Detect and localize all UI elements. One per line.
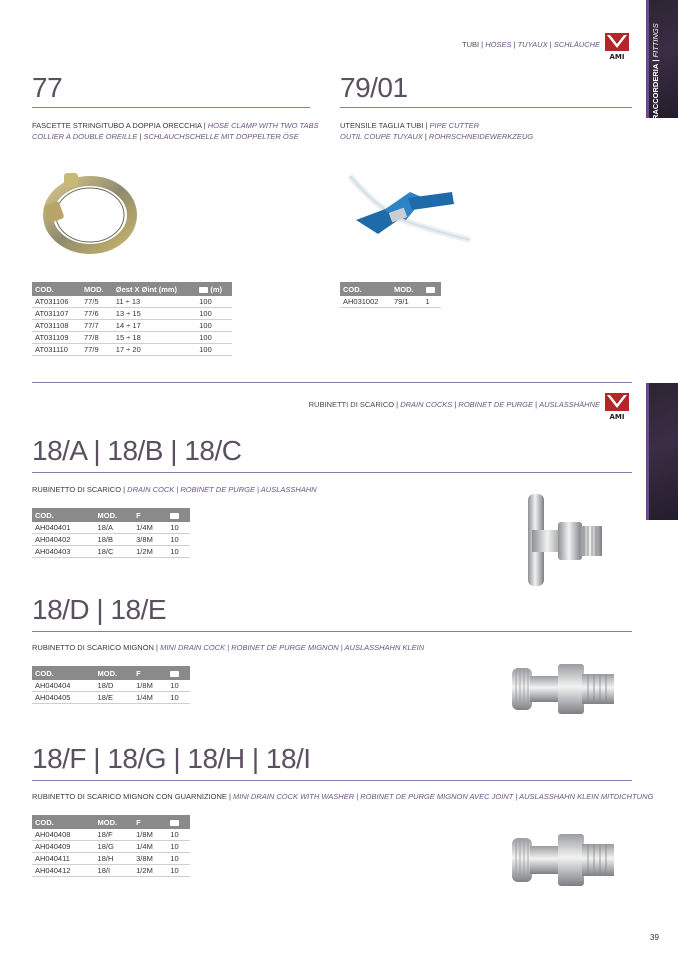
table-row: AH040401 18/A 1/4M 10 xyxy=(32,522,190,534)
product-18de-title: 18/D | 18/E xyxy=(32,594,167,625)
header-mod: MOD. xyxy=(81,282,113,296)
table-row: AH040405 18/E 1/4M 10 xyxy=(32,692,190,704)
product-77-table xyxy=(32,282,232,356)
header-diameter: Øest X Øint (mm) xyxy=(113,282,196,296)
box-icon xyxy=(170,513,179,519)
section-divider xyxy=(32,382,632,383)
product-18fghi-description: RUBINETTO DI SCARICO MIGNON CON GUARNIZIONE | MINI DRAIN COCK WITH WASHER | ROBINET DE PURGE MIGNON AVEC JOINT | AUSLASSHAHN KLEIN MITDICHTUNG xyxy=(32,792,654,801)
brand-logo-icon xyxy=(604,392,630,422)
table-row: AH031002 79/1 1 xyxy=(340,296,441,308)
table-row: AT031106 77/5 11 ÷ 13 100 xyxy=(32,296,232,308)
top-category: TUBI | HOSES | TUYAUX | SCHLÄUCHE xyxy=(461,40,600,49)
product-7901-description: UTENSILE TAGLIA TUBI | PIPE CUTTER OUTIL COUPE TUYAUX | ROHRSCHNEIDEWERKZEUG xyxy=(340,121,534,141)
rule-18fghi xyxy=(32,780,632,781)
product-18fghi-title: 18/F | 18/G | 18/H | 18/I xyxy=(32,743,311,774)
side-tab-label: RACCORDERIA | FITTINGS xyxy=(651,23,660,120)
table-row: AH040411 18/H 3/8M 10 xyxy=(32,853,190,865)
table-row: AT031107 77/6 13 ÷ 15 100 xyxy=(32,308,232,320)
side-tab-mid xyxy=(646,383,678,520)
product-18abc-table: COD. MOD. F AH040401 18/A 1/4M 10 AH040402 18/B 3/8M 10 AH040403 18/C 1/2M 10 xyxy=(32,508,190,558)
svg-text:AMI: AMI xyxy=(609,53,625,61)
hose-clamp-image xyxy=(38,163,142,255)
drain-cock-image xyxy=(514,490,610,590)
mid-category: RUBINETTI DI SCARICO | DRAIN COCKS | ROBINET DE PURGE | AUSLASSHÄHNE xyxy=(308,400,600,409)
rule-77 xyxy=(32,107,310,108)
product-18de-table: COD. MOD. F AH040404 18/D 1/8M 10 AH040405 18/E 1/4M 10 xyxy=(32,666,190,704)
product-18fghi-table: COD. MOD. F AH040408 18/F 1/8M 10 AH040409 18/G 1/4M 10 AH040411 18/H 3/8M 10 AH040412 18/I 1/2M 10 xyxy=(32,815,190,877)
header-length: (m) xyxy=(196,282,232,296)
header-cod: COD. xyxy=(32,282,81,296)
table-row: AH040408 18/F 1/8M 10 xyxy=(32,829,190,841)
product-7901-table: COD. MOD. AH031002 79/1 1 xyxy=(340,282,441,308)
product-18abc-description: RUBINETTO DI SCARICO | DRAIN COCK | ROBINET DE PURGE | AUSLASSHAHN xyxy=(32,485,317,494)
svg-text:AMI: AMI xyxy=(609,413,625,421)
product-77-description: FASCETTE STRINGITUBO A DOPPIA ORECCHIA | HOSE CLAMP WITH TWO TABS COLLIER A DOUBLE OREILLE | SCHLAUCHSCHELLE MIT DOPPELTER ÖSE xyxy=(32,121,319,141)
table-row: AH040403 18/C 1/2M 10 xyxy=(32,546,190,558)
box-icon xyxy=(426,287,435,293)
rule-18abc xyxy=(32,472,632,473)
mini-drain-cock-washer-image xyxy=(508,828,618,890)
rule-18de xyxy=(32,631,632,632)
table-row: AH040404 18/D 1/8M 10 xyxy=(32,680,190,692)
brand-logo-icon xyxy=(604,32,630,62)
table-row: AH040402 18/B 3/8M 10 xyxy=(32,534,190,546)
pipe-cutter-image xyxy=(348,170,472,260)
product-7901-title: 79/01 xyxy=(340,72,408,103)
mini-drain-cock-image xyxy=(508,658,618,718)
table-row: AT031109 77/8 15 ÷ 18 100 xyxy=(32,332,232,344)
table-row: AH040409 18/G 1/4M 10 xyxy=(32,841,190,853)
table-row: AT031108 77/7 14 ÷ 17 100 xyxy=(32,320,232,332)
product-18de-description: RUBINETTO DI SCARICO MIGNON | MINI DRAIN COCK | ROBINET DE PURGE MIGNON | AUSLASSHAHN KLEIN xyxy=(32,643,425,652)
table-row: AT031110 77/9 17 ÷ 20 100 xyxy=(32,344,232,356)
product-77-title: 77 xyxy=(32,72,63,103)
box-icon xyxy=(170,820,179,826)
table-row: AH040412 18/I 1/2M 10 xyxy=(32,865,190,877)
box-icon xyxy=(199,287,208,293)
rule-7901 xyxy=(340,107,632,108)
product-18abc-title: 18/A | 18/B | 18/C xyxy=(32,435,242,466)
box-icon xyxy=(170,671,179,677)
page-number: 39 xyxy=(650,933,659,942)
